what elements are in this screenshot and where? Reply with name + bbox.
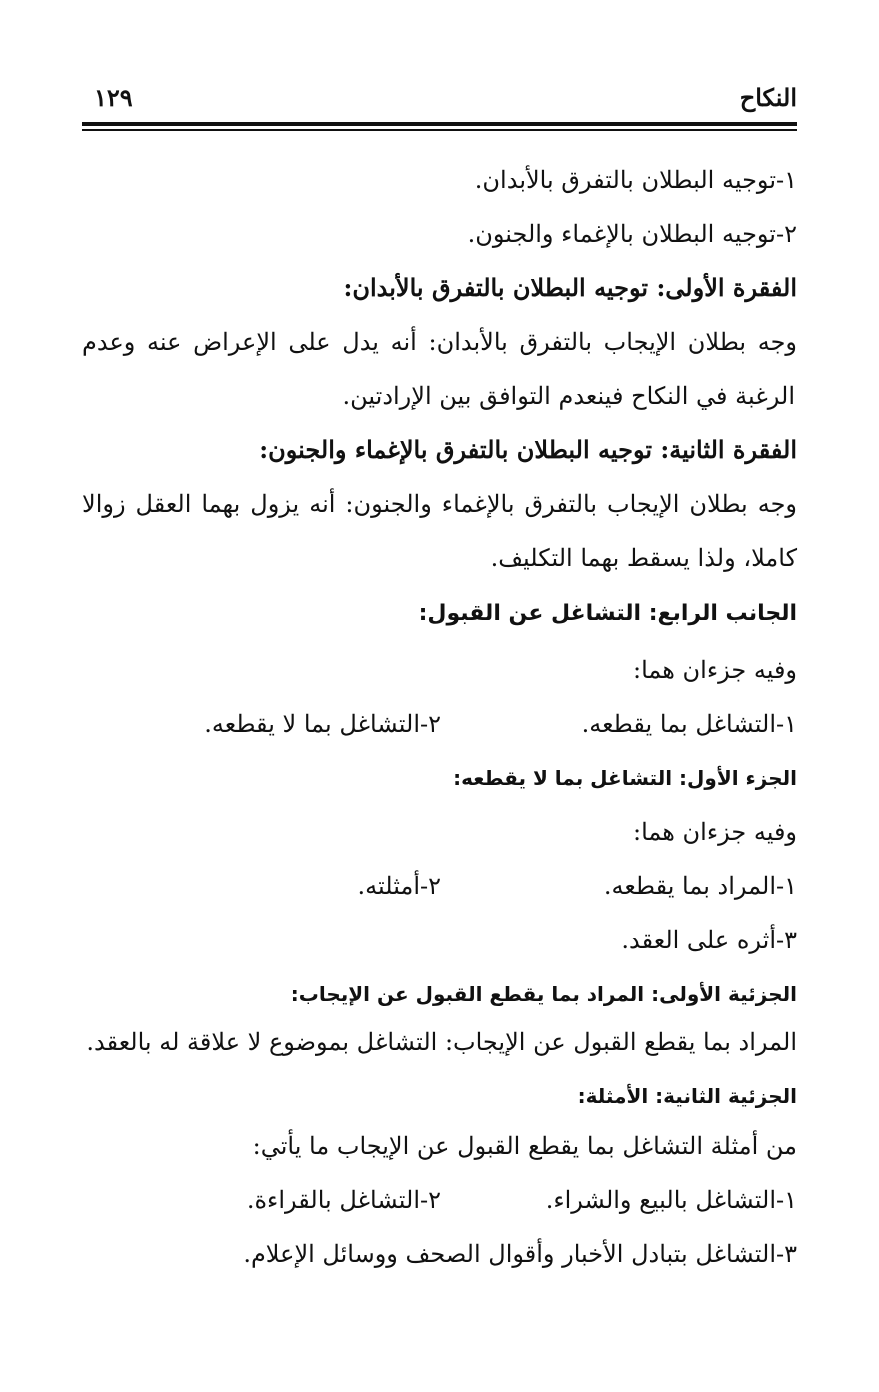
list-item-reading: ٢-التشاغل بالقراءة.: [246, 1186, 441, 1214]
list-item-separation-by-bodies: ١-توجيه البطلان بالتفرق بالأبدان.: [474, 166, 797, 194]
section-heading-fourth-aspect: الجانب الرابع: التشاغل عن القبول:: [418, 601, 797, 626]
header-rule-thin: [82, 129, 797, 131]
list-item-occupation-that-does-not-interrupt: ٢-التشاغل بما لا يقطعه.: [204, 710, 441, 738]
list-item-meaning: ١-المراد بما يقطعه.: [603, 872, 797, 900]
paragraph-heading-first: الفقرة الأولى: توجيه البطلان بالتفرق بالأبدان:: [343, 273, 797, 302]
running-title: النكاح: [739, 83, 797, 112]
paragraph-heading-second: الفقرة الثانية: توجيه البطلان بالتفرق بالإغماء والجنون:: [259, 435, 797, 464]
list-item-news-and-media: ٣-التشاغل بتبادل الأخبار وأقوال الصحف ووسائل الإعلام.: [243, 1240, 797, 1268]
body-text-line: المراد بما يقطع القبول عن الإيجاب: التشاغل بموضوع لا علاقة له بالعقد.: [86, 1028, 797, 1056]
page-header: [82, 78, 797, 122]
list-item-buying-selling: ١-التشاغل بالبيع والشراء.: [545, 1186, 797, 1214]
part-heading-first: الجزء الأول: التشاغل بما لا يقطعه:: [453, 766, 797, 790]
body-text-line: وفيه جزءان هما:: [632, 818, 797, 846]
body-text-line: وفيه جزءان هما:: [632, 656, 797, 684]
body-text-line: وجه بطلان الإيجاب بالتفرق بالأبدان: أنه يدل على الإعراض عنه وعدم: [82, 328, 797, 356]
page-number: ١٢٩: [94, 83, 133, 112]
subpart-heading-second: الجزئية الثانية: الأمثلة:: [577, 1084, 797, 1108]
list-item-fainting-and-insanity: ٢-توجيه البطلان بالإغماء والجنون.: [467, 220, 797, 248]
body-text-line: الرغبة في النكاح فينعدم التوافق بين الإرادتين.: [342, 382, 795, 410]
list-item-examples: ٢-أمثلته.: [357, 872, 441, 900]
header-rule-thick: [82, 122, 797, 126]
subpart-heading-first: الجزئية الأولى: المراد بما يقطع القبول عن الإيجاب:: [290, 982, 797, 1006]
body-text-line: من أمثلة التشاغل بما يقطع القبول عن الإيجاب ما يأتي:: [252, 1132, 797, 1160]
body-text-line: وجه بطلان الإيجاب بالتفرق بالإغماء والجنون: أنه يزول بهما العقل زوالا: [82, 490, 797, 518]
list-item-occupation-that-interrupts: ١-التشاغل بما يقطعه.: [581, 710, 797, 738]
list-item-effect-on-contract: ٣-أثره على العقد.: [621, 926, 797, 954]
body-text-line: كاملا، ولذا يسقط بهما التكليف.: [490, 544, 797, 572]
